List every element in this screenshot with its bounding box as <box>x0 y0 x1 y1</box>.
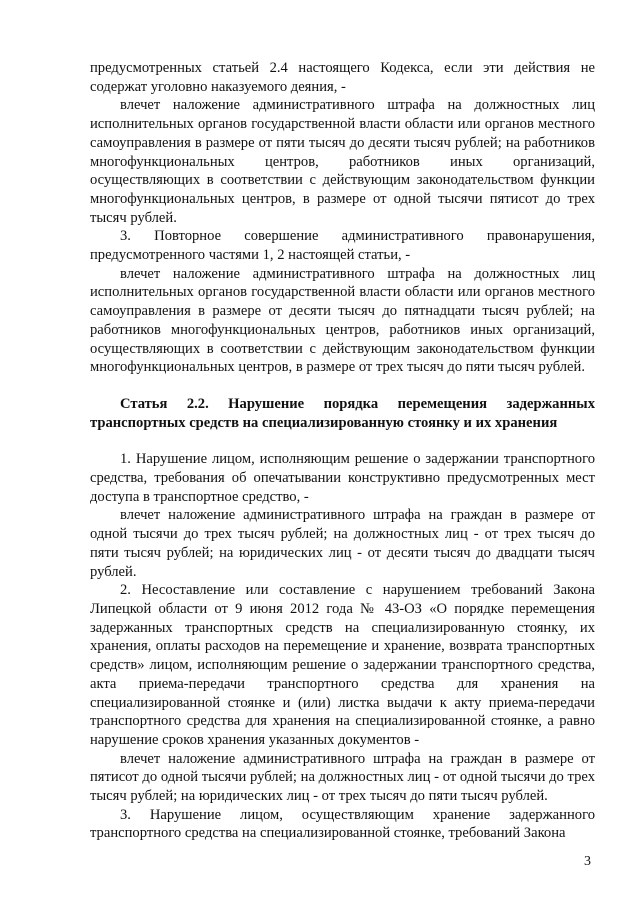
paragraph: влечет наложение административного штрафа на должностных лиц исполнительных органов государственной власти области или органов местного самоуправления в размере от десяти тысяч до пятнадцати тысяч рублей; на работников многофункциональных центров, работников иных организаций, осуществляющих в соответствии с действующим законодательством функции многофункциональных центров, в размере от трех тысяч до пяти тысяч рублей. <box>90 265 595 376</box>
paragraph: 3. Нарушение лицом, осуществляющим хранение задержанного транспортного средства на специализированной стоянке, требований Закона <box>90 806 595 842</box>
paragraph: 1. Нарушение лицом, исполняющим решение о задержании транспортного средства, требования об опечатывании конструктивно предусмотренных мест доступа в транспортное средство, - <box>90 451 595 505</box>
document-body <box>90 59 595 843</box>
paragraph: 2. Несоставление или составление с нарушением требований Закона Липецкой области от 9 июня 2012 года № 43-ОЗ «О порядке перемещения задержанных транспортных средств на специализированную стоянку, их хранения, оплаты расходов на перемещение и хранение, возврата транспортных средств» лицом, исполняющим решение о задержании транспортного средства, акта приема-передачи транспортного средства для хранения на специализированной стоянке и (или) листка выдачи к акту приема-передачи транспортного средства для хранения на специализированной стоянке, а равно нарушение сроков хранения указанных документов - <box>90 582 595 748</box>
paragraph: предусмотренных статьей 2.4 настоящего Кодекса, если эти действия не содержат уголовно наказуемого деяния, - <box>90 60 595 95</box>
paragraph: влечет наложение административного штрафа на должностных лиц исполнительных органов государственной власти области или органов местного самоуправления в размере от пяти тысяч до десяти тысяч рублей; на работников многофункциональных центров, работников иных организаций, осуществляющих в соответствии с действующим законодательством функции многофункциональных центров, в размере от одной тысячи пятисот до трех тысяч рублей. <box>90 97 595 226</box>
paragraph: влечет наложение административного штрафа на граждан в размере от одной тысячи до трех тысяч рублей; на должностных лиц - от трех тысяч до пяти тысяч рублей; на юридических лиц - от десяти тысяч до двадцати тысяч рублей. <box>90 507 595 580</box>
paragraph: влечет наложение административного штрафа на граждан в размере от пятисот до одной тысячи рублей; на должностных лиц - от одной тысячи до трех тысяч рублей; на юридических лиц - от трех тысяч до пяти тысяч рублей. <box>90 750 595 805</box>
page-number: 3 <box>584 854 591 869</box>
article-heading: Статья 2.2. Нарушение порядка перемещения задержанных транспортных средств на специализированную стоянку и их хранения <box>90 395 595 431</box>
paragraph: 3. Повторное совершение административного правонарушения, предусмотренного частями 1, 2 настоящей статьи, - <box>90 228 595 264</box>
